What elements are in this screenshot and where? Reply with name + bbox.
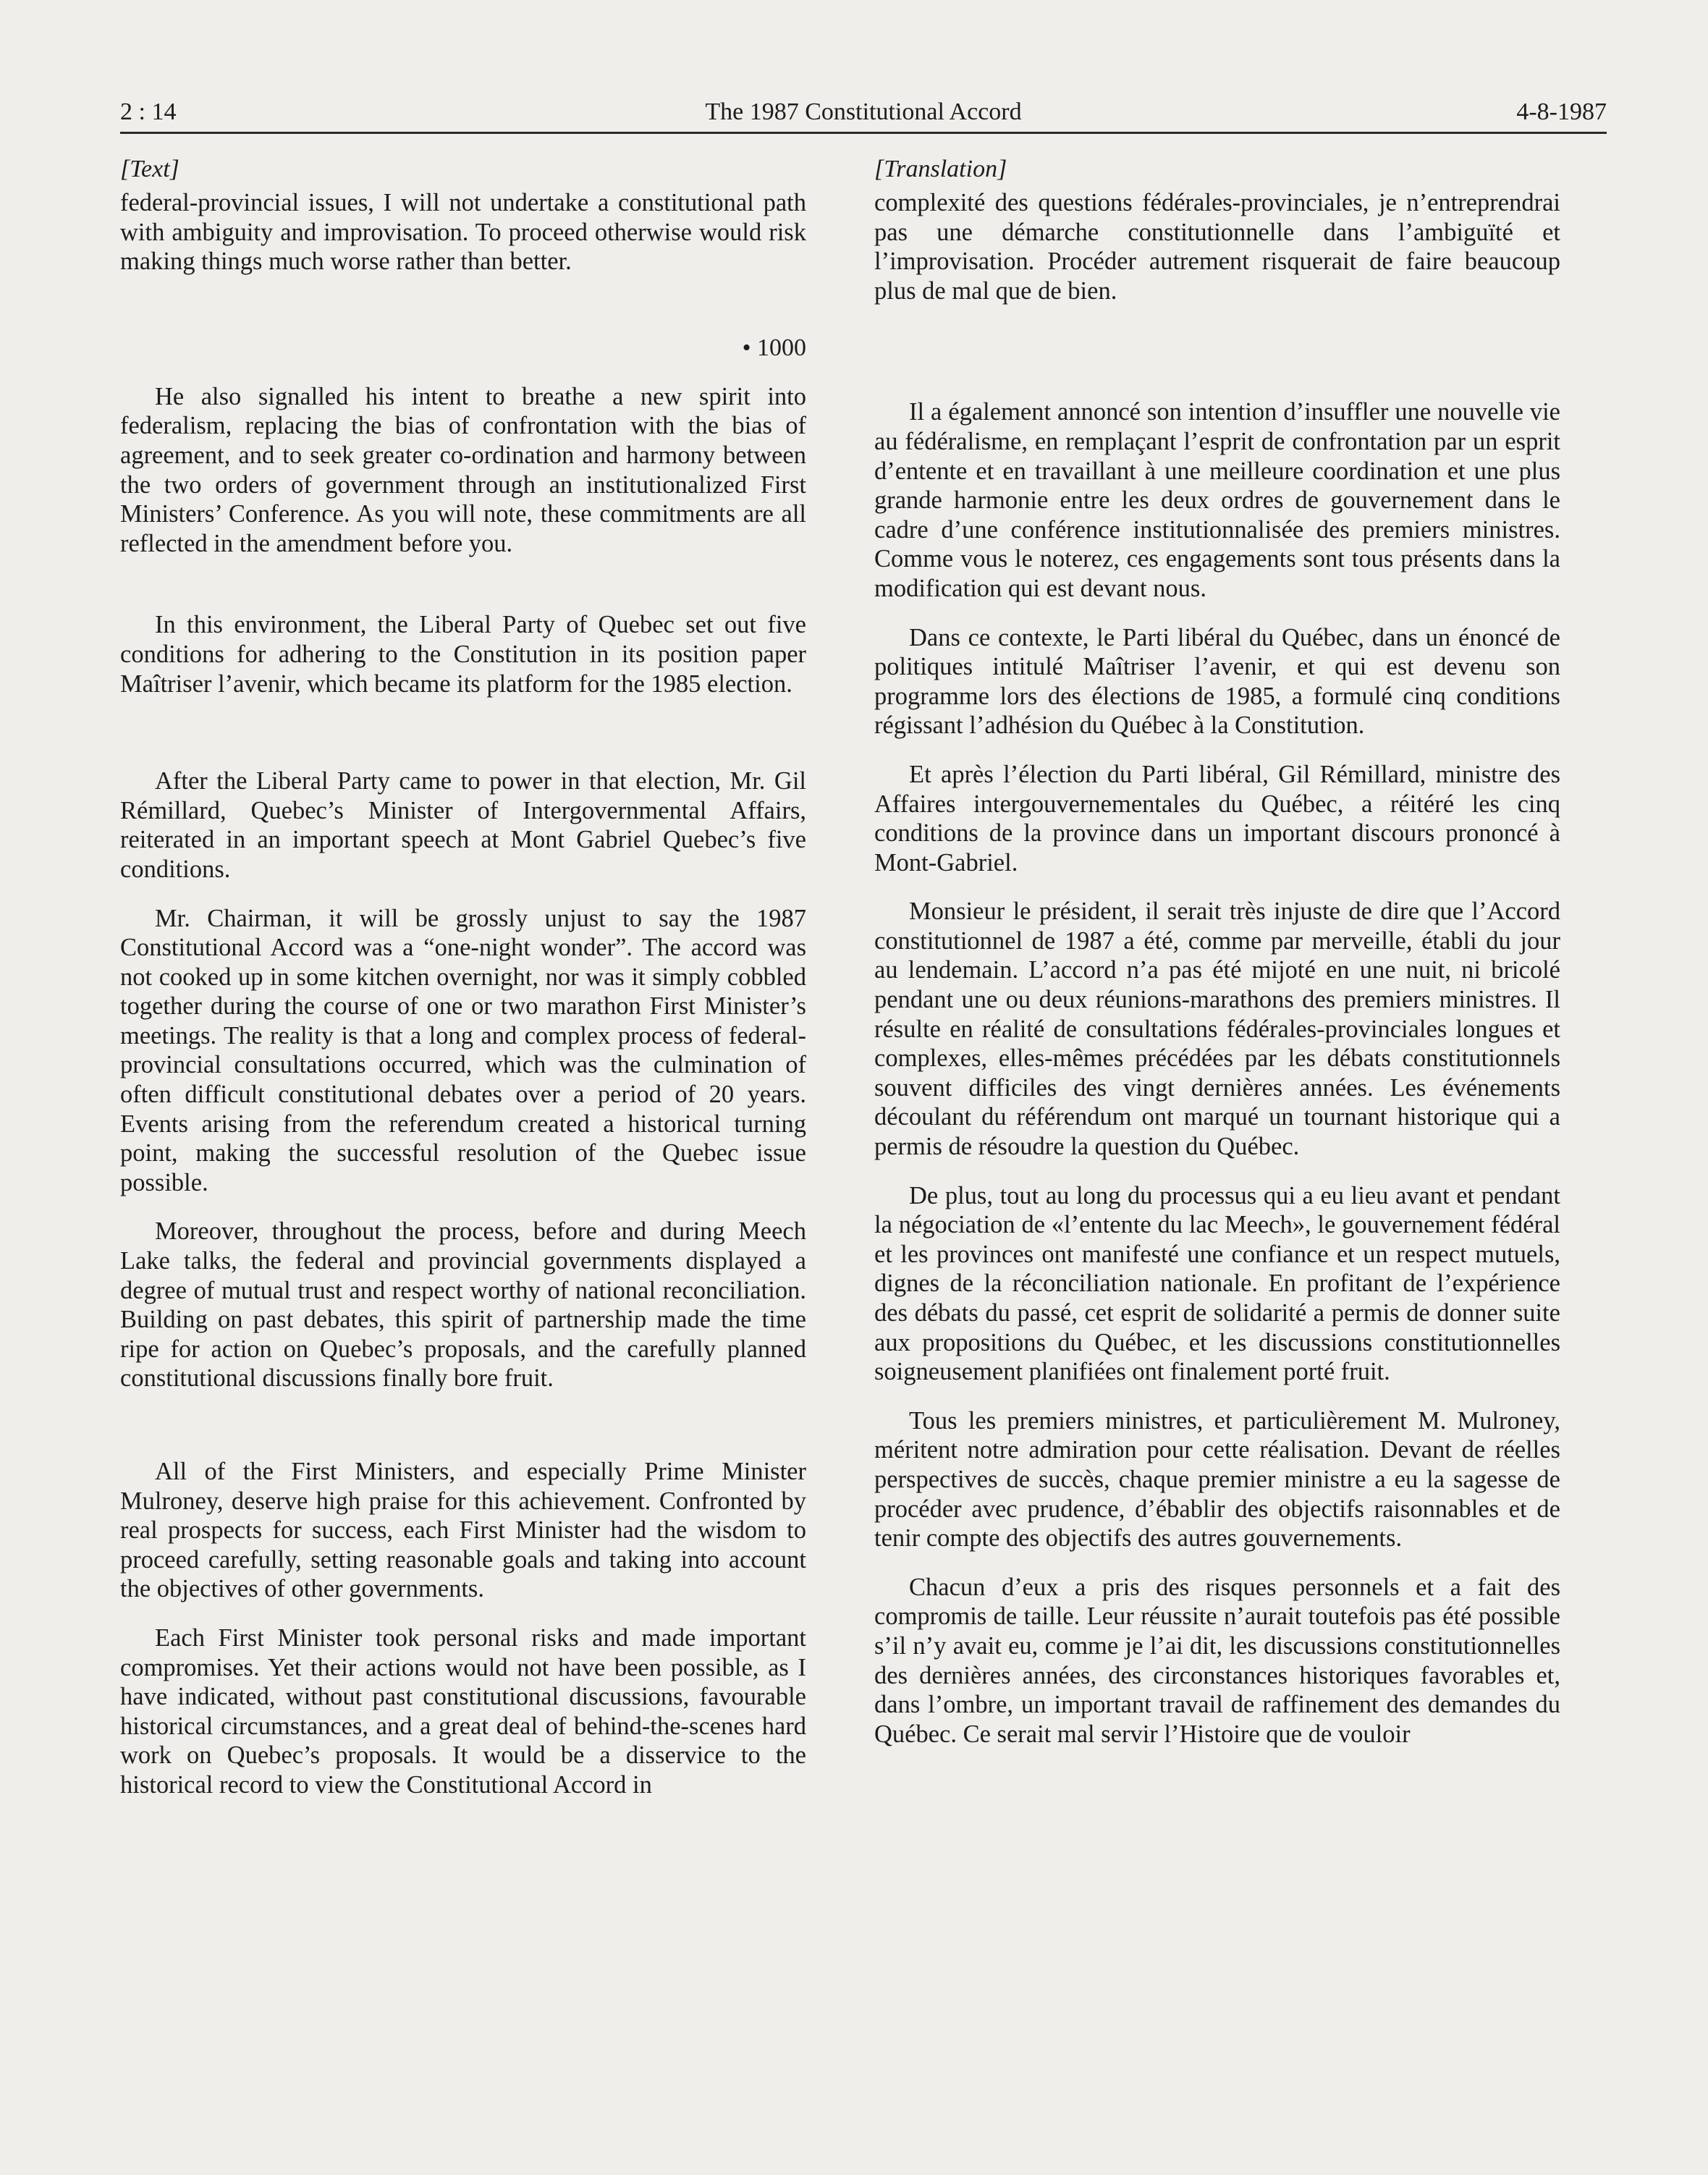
french-column	[874, 155, 1560, 1749]
paragraph: De plus, tout au long du processus qui a eu lieu avant et pendant la négociation de «l’entente du lac Meech», le gouvernement fédéral et les provinces ont manifesté une confiance et un respect mutuels, dignes de la réconciliation nationale. En profitant de l’expérience des débats du passé, cet esprit de solidarité a permis de donner suite aux propositions du Québec, et les discussions constitutionnelles soigneusement planifiées ont finalement porté fruit.	[874, 1181, 1560, 1386]
paragraph: Il a également annoncé son intention d’insuffler une nouvelle vie au fédéralisme, en remplaçant l’esprit de confrontation par un esprit d’entente et en travaillant à une meilleure coordination et une plus grande harmonie entre les deux ordres de gouvernement dans le cadre d’une conférence institutionnalisée des premiers ministres. Comme vous le noterez, ces engagements sont tous présents dans la modification qui est devant nous.	[874, 398, 1560, 602]
publication-title: The 1987 Constitutional Accord	[705, 98, 1022, 125]
time-marker: • 1000	[742, 334, 806, 361]
text-label: [Text]	[120, 156, 179, 182]
paragraph: Et après l’élection du Parti libéral, Gil Rémillard, ministre des Affaires intergouvernementales du Québec, a réitéré les cinq conditions de la province dans un important discours prononcé à Mont-Gabriel.	[874, 760, 1560, 877]
english-column	[120, 155, 806, 1800]
paragraph: complexité des questions fédérales-provinciales, je n’entreprendrai pas une démarche constitutionnelle dans l’ambiguïté et l’improvisation. Procéder autrement risquerait de faire beaucoup plus de mal que de bien.	[874, 189, 1560, 305]
paragraph: Moreover, throughout the process, before and during Meech Lake talks, the federal and provincial governments displayed a degree of mutual trust and respect worthy of national reconciliation. Building on past debates, this spirit of partnership made the time ripe for action on Quebec’s proposals, and the carefully planned constitutional discussions finally bore fruit.	[120, 1217, 806, 1393]
publication-date: 4-8-1987	[1516, 98, 1607, 125]
paragraph: Dans ce contexte, le Parti libéral du Québec, dans un énoncé de politiques intitulé Maîtriser l’avenir, et qui est devenu son programme lors des élections de 1985, a formulé cinq conditions régissant l’adhésion du Québec à la Constitution.	[874, 623, 1560, 740]
paragraph: Mr. Chairman, it will be grossly unjust to say the 1987 Constitutional Accord was a “one-night wonder”. The accord was not cooked up in some kitchen overnight, nor was it simply cobbled together during the course of one or two marathon First Minister’s meetings. The reality is that a long and complex process of federal-provincial consultations occurred, which was the culmination of often difficult constitutional debates over a period of 20 years. Events arising from the referendum created a historical turning point, making the successful resolution of the Quebec issue possible.	[120, 904, 806, 1196]
paragraph: Tous les premiers ministres, et particulièrement M. Mulroney, méritent notre admiration pour cette réalisation. Devant de réelles perspectives de succès, chaque premier ministre a eu la sagesse de procéder avec prudence, d’ébablir des objectifs raisonnables et de tenir compte des objectifs des autres gouvernements.	[874, 1406, 1560, 1553]
paragraph: After the Liberal Party came to power in that election, Mr. Gil Rémillard, Quebec’s Minister of Intergovernmental Affairs, reiterated in an important speech at Mont Gabriel Quebec’s five conditions.	[120, 767, 806, 883]
paragraph: Monsieur le président, il serait très injuste de dire que l’Accord constitutionnel de 1987 a été, comme par merveille, établi du jour au lendemain. L’accord n’a pas été mijoté en une nuit, ni bricolé pendant une ou deux réunions-marathons des premiers ministres. Il résulte en réalité de consultations fédérales-provinciales longues et complexes, elles-mêmes précédées par les débats constitutionnels souvent difficiles des vingt dernières années. Les événements découlant du référendum ont marqué un tournant historique qui a permis de résoudre la question du Québec.	[874, 898, 1560, 1161]
paragraph: He also signalled his intent to breathe a new spirit into federalism, replacing the bias of confrontation with the bias of agreement, and to seek greater co-ordination and harmony between the two orders of government through an institutionalized First Ministers’ Conference. As you will note, these commitments are all reflected in the amendment before you.	[120, 382, 806, 557]
page-number: 2 : 14	[120, 98, 177, 125]
paragraph: Chacun d’eux a pris des risques personnels et a fait des compromis de taille. Leur réussite n’aurait toutefois pas été possible s’il n’y avait eu, comme je l’ai dit, les discussions constitutionnelles des dernières années, des circonstances historiques favorables et, dans l’ombre, un important travail de raffinement des demandes du Québec. Ce serait mal servir l’Histoire que de vouloir	[874, 1573, 1560, 1748]
paragraph: Each First Minister took personal risks and made important compromises. Yet their actions would not have been possible, as I have indicated, without past constitutional discussions, favourable historical circumstances, and a great deal of behind-the-scenes hard work on Quebec’s proposals. It would be a disservice to the historical record to view the Constitutional Accord in	[120, 1623, 806, 1799]
paragraph: federal-provincial issues, I will not undertake a constitutional path with ambiguity and improvisation. To proceed otherwise would risk making things much worse rather than better.	[120, 189, 806, 276]
translation-label: [Translation]	[874, 156, 1007, 182]
page-header	[120, 96, 1607, 134]
paragraph: In this environment, the Liberal Party of Quebec set out five conditions for adhering to the Constitution in its position paper Maîtriser l’avenir, which became its platform for the 1985 election.	[120, 611, 806, 698]
paragraph: All of the First Ministers, and especially Prime Minister Mulroney, deserve high praise for this achievement. Confronted by real prospects for success, each First Minister had the wisdom to proceed carefully, setting reasonable goals and taking into account the objectives of other governments.	[120, 1458, 806, 1603]
